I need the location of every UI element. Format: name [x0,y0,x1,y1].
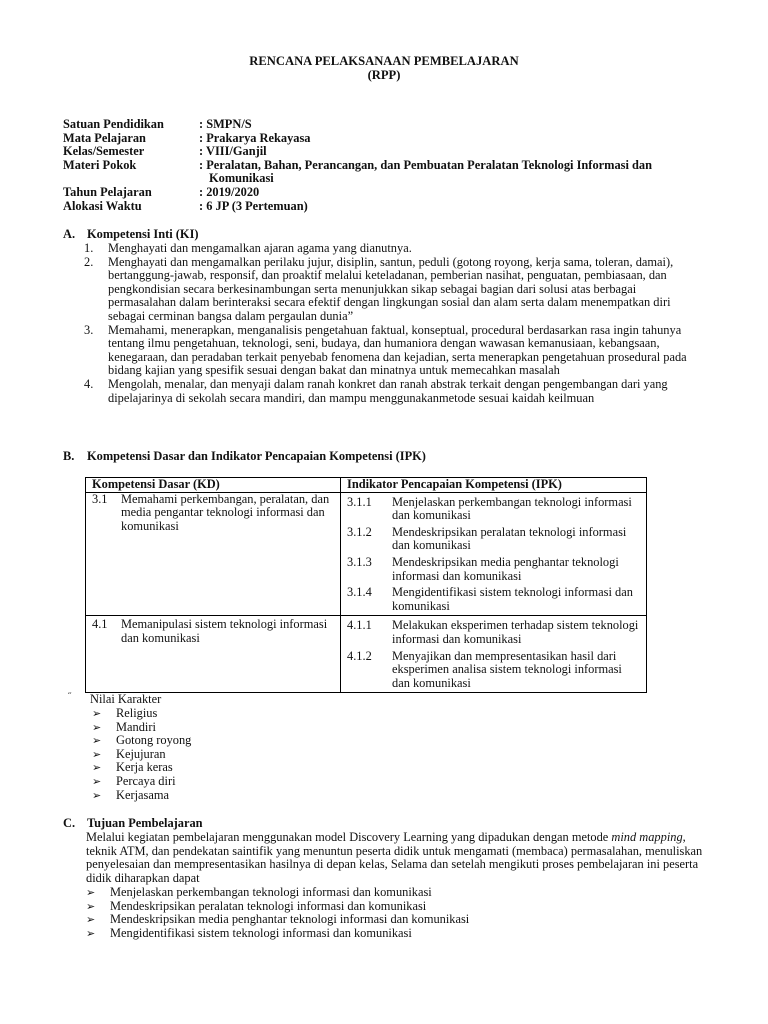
arrow-bullet-icon: ➢ [92,707,102,720]
nilai-karakter-title: Nilai Karakter [90,692,162,706]
identity-label: Materi Pokok [63,157,137,172]
kd-text: Memahami perkembangan, peralatan, dan media pengantar teknologi informasi dan komunikasi [121,491,330,533]
identity-value: : SMPN/S [199,117,252,131]
arrow-bullet-icon: ➢ [92,761,102,775]
list-item [84,256,704,324]
arrow-bullet-icon: ➢ [86,899,96,913]
kd-code: 3.1 [92,491,108,506]
list-text: Mengolah, menalar, dan menyaji dalam ranah konkret dan ranah abstrak terkait dengan pengembangan dari yang dipelajarinya di sekolah secara mandiri, dan mampu menggunakanmetode sesuai kaidah keilmuan [108,376,668,405]
list-text: Percaya diri [116,773,176,788]
identity-row [63,145,699,159]
list-item [86,886,469,900]
section-title: Kompetensi Inti (KI) [87,227,199,241]
identity-row [63,118,699,132]
list-item [84,242,704,256]
list-text: Menghayati dan mengamalkan ajaran agama yang dianutnya. [108,241,412,255]
ipk-item [347,586,640,613]
table-header-row [86,478,647,493]
list-number: 1. [84,241,94,255]
section-letter: A. [63,227,76,241]
identity-label: Tahun Pelajaran [63,184,152,199]
arrow-bullet-icon: ➢ [92,774,102,788]
bullet-marker-icon: ˝ [68,692,72,703]
arrow-bullet-icon: ➢ [86,926,96,940]
ipk-text: Mendeskripsikan peralatan teknologi informasi dan komunikasi [392,524,627,553]
section-b-heading [63,450,426,464]
arrow-bullet-icon: ➢ [92,788,102,802]
ipk-code: 3.1.1 [347,494,372,509]
arrow-bullet-icon: ➢ [92,734,102,748]
list-text: Gotong royong [116,733,192,748]
list-text: Kerjasama [116,787,169,802]
table-header-kd: Kompetensi Dasar (KD) [86,478,341,493]
kd-cell [86,616,341,693]
list-text: Mendeskripsikan media penghantar teknologi informasi dan komunikasi [110,912,470,927]
identity-row [63,186,699,200]
identity-label: Mata Pelajaran [63,130,146,145]
list-item [92,761,191,775]
ipk-cell [341,616,647,693]
section-c-heading [63,817,203,831]
identity-row [63,200,699,214]
table-header-ipk: Indikator Pencapaian Kompetensi (IPK) [341,478,647,493]
table-row [86,616,647,693]
ipk-cell [341,492,647,616]
kd-text: Memanipulasi sistem teknologi informasi dan komunikasi [121,617,328,645]
document-subtitle: (RPP) [367,68,401,82]
identity-row [63,132,699,146]
ipk-item [347,556,640,583]
ipk-text: Melakukan eksperimen terhadap sistem teknologi informasi dan komunikasi [392,618,639,646]
list-text: Mengidentifikasi sistem teknologi informasi dan komunikasi [110,925,412,940]
list-text: Menghayati dan mengamalkan perilaku jujur, disiplin, santun, peduli (gotong royong, kerja sama, toleran, damai), bertanggung-jawab, responsif, dan proaktif melalui keteladanan, pemberian nasihat, penguatan, pembiasaan, dan pengkondisian secara berkesinambungan serta menunjukkan sikap sebagai bagian dari solusi atas berbagai permasalahan dalam berinteraksi secara efektif dengan lingkungan sosial dan alam serta dalam menempatkan diri sebagai cerminan bangsa dalam pergaulan dunia” [108,254,674,323]
list-item [92,775,191,789]
list-item [86,913,469,927]
kd-item [92,493,334,534]
list-text: Mendeskripsikan peralatan teknologi informasi dan komunikasi [110,898,427,913]
arrow-bullet-icon: ➢ [86,886,96,899]
list-text: Kerja keras [116,760,173,775]
list-item [86,927,469,941]
list-text: Mandiri [116,719,156,734]
list-item [92,734,191,748]
kd-code: 4.1 [92,617,108,632]
tujuan-paragraph [86,831,706,885]
kd-ipk-table [85,477,647,693]
ipk-text: Mengidentifikasi sistem teknologi informasi dan komunikasi [392,585,633,613]
arrow-bullet-icon: ➢ [92,720,102,734]
list-number: 2. [84,254,94,269]
list-item [92,748,191,762]
document-title: RENCANA PELAKSANAAN PEMBELAJARAN [249,54,519,68]
ipk-code: 4.1.2 [347,648,372,663]
identity-value: : Peralatan, Bahan, Perancangan, dan Pembuatan Peralatan Teknologi Informasi dan Komunikasi [199,157,652,186]
ipk-code: 3.1.3 [347,554,372,569]
identity-value: : 2019/2020 [199,184,260,199]
ipk-item [347,496,640,523]
list-item [92,721,191,735]
identity-value: : Prakarya Rekayasa [199,130,311,145]
list-item [84,378,704,405]
list-item [84,324,704,378]
identity-label: Alokasi Waktu [63,198,142,213]
section-title: Kompetensi Dasar dan Indikator Pencapaian Kompetensi (IPK) [87,449,426,463]
list-item [86,900,469,914]
kd-item [92,618,334,645]
paragraph-italic-text: mind mapping [611,830,683,844]
ipk-text: Mendeskripsikan media penghantar teknologi informasi dan komunikasi [392,554,619,583]
list-text: Memahami, menerapkan, menganalisis pengetahuan faktual, konseptual, procedural berdasarkan rasa ingin tahunya tentang ilmu pengetahuan, teknologi, seni, budaya, dan humaniora dengan wawasan kemanusiaan, kebangsaan, kenegaraan, dan peradaban terkait penyebab fenomena dan kejadian, serta menerapkan pengetahuan prosedural pada bidang kajian yang spesifik sesuai dengan bakat dan minatnya untuk memecahkan masalah [108,322,687,378]
identity-block [63,118,699,213]
ipk-item [347,526,640,553]
ipk-code: 4.1.1 [347,618,372,633]
ipk-text: Menyajikan dan mempresentasikan hasil dari eksperimen analisa sistem teknologi informasi dan komunikasi [392,648,622,690]
ipk-item [347,619,640,646]
paragraph-text: Melalui kegiatan pembelajaran menggunakan model Discovery Learning yang dipadukan dengan metode [86,830,609,844]
arrow-bullet-icon: ➢ [86,913,96,927]
section-letter: C. [63,816,76,830]
nilai-karakter-list [92,707,191,802]
table-row [86,492,647,616]
list-number: 3. [84,322,94,337]
section-letter: B. [63,449,75,463]
identity-label: Kelas/Semester [63,144,145,159]
list-text: Religius [116,706,158,720]
identity-label: Satuan Pendidikan [63,117,164,131]
ipk-text: Menjelaskan perkembangan teknologi informasi dan komunikasi [392,494,632,523]
list-text: Menjelaskan perkembangan teknologi informasi dan komunikasi [110,885,432,899]
ki-list [84,242,704,405]
section-title: Tujuan Pembelajaran [87,816,203,830]
ipk-item [347,650,640,691]
list-text: Kejujuran [116,746,166,761]
identity-row [63,159,699,186]
list-item [92,789,191,803]
ipk-code: 3.1.2 [347,524,372,539]
list-item [92,707,191,721]
paragraph-text: , teknik ATM, dan pendekatan saintifik yang menuntun peserta didik untuk mengamati (membaca) permasalahan, menuliskan penyelesaian dan mempresentasikan hasilnya di depan kelas, Selama dan setelah mengikuti proses pembelajaran ini peserta didik diharapkan dapat [86,830,703,885]
ipk-code: 3.1.4 [347,585,372,600]
section-a-heading [63,228,199,242]
list-number: 4. [84,376,94,391]
identity-value: : 6 JP (3 Pertemuan) [199,198,308,213]
kd-cell [86,492,341,616]
arrow-bullet-icon: ➢ [92,747,102,761]
identity-value: : VIII/Ganjil [199,144,267,159]
tujuan-list [86,886,469,940]
